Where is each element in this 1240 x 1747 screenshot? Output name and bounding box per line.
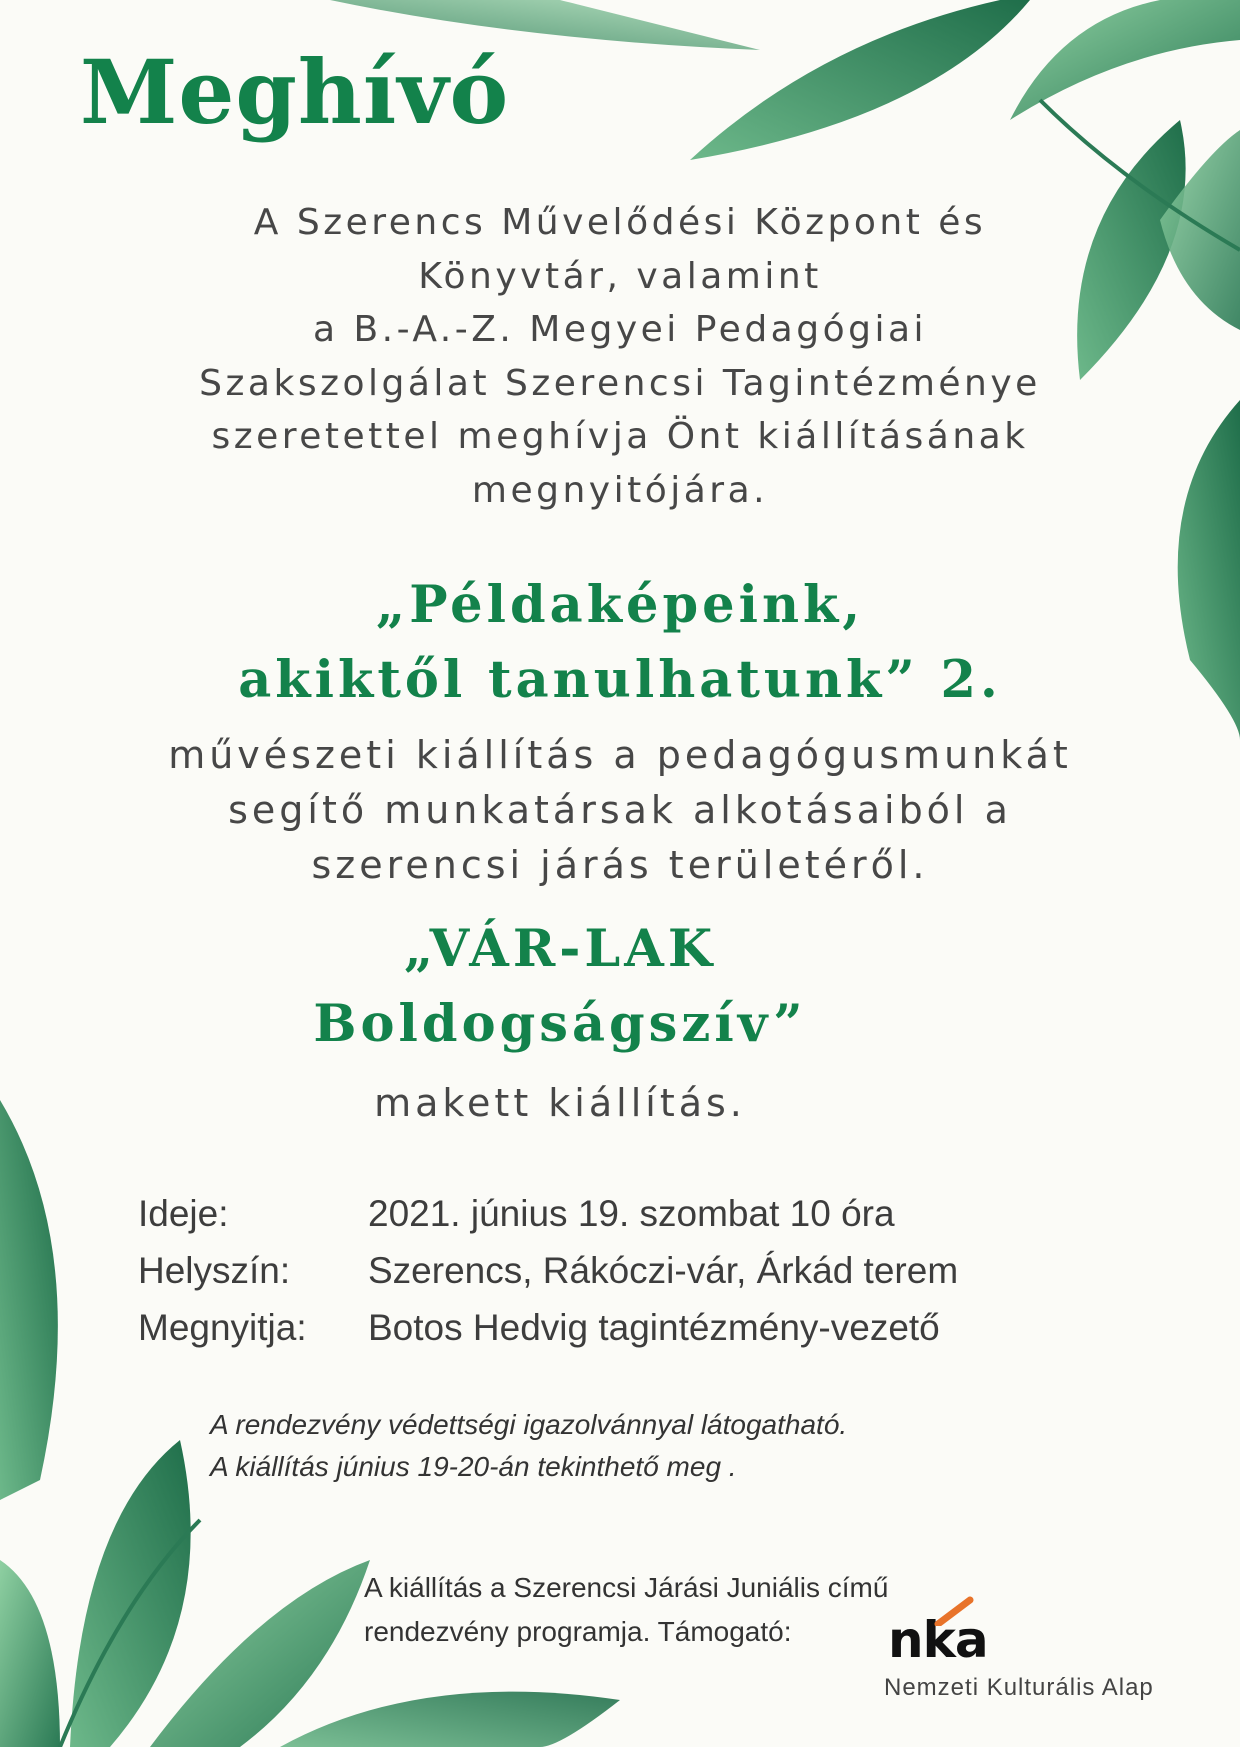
exhibition-1-description-line: művészeti kiállítás a pedagógusmunkát	[168, 733, 1072, 777]
notes	[210, 1404, 847, 1488]
detail-label: Helyszín:	[138, 1249, 291, 1291]
intro-line: megnyitójára.	[471, 469, 769, 511]
detail-row-opener	[138, 1299, 958, 1356]
exhibition-2-title	[0, 912, 1180, 1062]
intro-line: Szakszolgálat Szerencsi Tagintézménye	[199, 362, 1041, 404]
detail-value: Botos Hedvig tagintézmény-vezető	[368, 1306, 940, 1348]
detail-row-location	[138, 1242, 958, 1299]
sponsor-name: Nemzeti Kulturális Alap	[884, 1674, 1154, 1701]
leaf-left-2	[0, 1560, 60, 1747]
detail-label: Megnyitja:	[138, 1306, 307, 1348]
intro-line: A Szerencs Művelődési Központ és	[253, 202, 987, 243]
nka-logo	[884, 1610, 1184, 1702]
nka-logo-accent	[934, 1596, 974, 1626]
exhibition-1-title	[0, 568, 1240, 718]
exhibition-1-description-line: szerencsi járás területéről.	[311, 843, 929, 887]
footer-line: rendezvény programja. Támogató:	[364, 1616, 792, 1647]
leaf-bottom-1	[70, 1440, 191, 1747]
exhibition-1-title-line: „Példaképeink,	[375, 575, 865, 635]
intro-line: szeretettel meghívja Önt kiállításának	[211, 416, 1029, 457]
leaf-top-2	[690, 0, 1030, 160]
exhibition-2-title-line: „VÁR-LAK	[403, 919, 717, 979]
exhibition-1-description	[0, 728, 1240, 893]
exhibition-1-description-line: segítő munkatársak alkotásaiból a	[228, 788, 1012, 832]
intro-line: Könyvtár, valamint	[418, 255, 822, 297]
leaf-left-1	[0, 1100, 58, 1500]
exhibition-2-description	[0, 1076, 1180, 1131]
detail-value: Szerencs, Rákóczi-vár, Árkád terem	[368, 1249, 959, 1291]
footer-line: A kiállítás a Szerencsi Járási Juniális című	[364, 1572, 889, 1603]
exhibition-1-title-line: akiktől tanulhatunk” 2.	[238, 650, 1002, 710]
exhibition-2-title-line: Boldogságszív”	[313, 994, 807, 1054]
note-line: A rendezvény védettségi igazolvánnyal látogatható.	[210, 1409, 848, 1440]
intro-text	[0, 196, 1240, 517]
intro-line: a B.-A.-Z. Megyei Pedagógiai	[312, 309, 928, 350]
nka-logo-text: nka	[888, 1611, 988, 1669]
footer-text	[364, 1566, 888, 1654]
nka-logo-mark	[884, 1610, 1184, 1670]
detail-label: Ideje:	[138, 1192, 229, 1234]
note-line: A kiállítás június 19-20-án tekinthető meg .	[210, 1451, 737, 1482]
detail-value: 2021. június 19. szombat 10 óra	[368, 1192, 895, 1234]
page-title: Meghívó	[80, 40, 510, 144]
detail-row-date	[138, 1185, 958, 1242]
leaf-bottom-3	[280, 1692, 620, 1747]
event-details	[138, 1185, 958, 1356]
exhibition-2-description-line: makett kiállítás.	[374, 1081, 746, 1125]
